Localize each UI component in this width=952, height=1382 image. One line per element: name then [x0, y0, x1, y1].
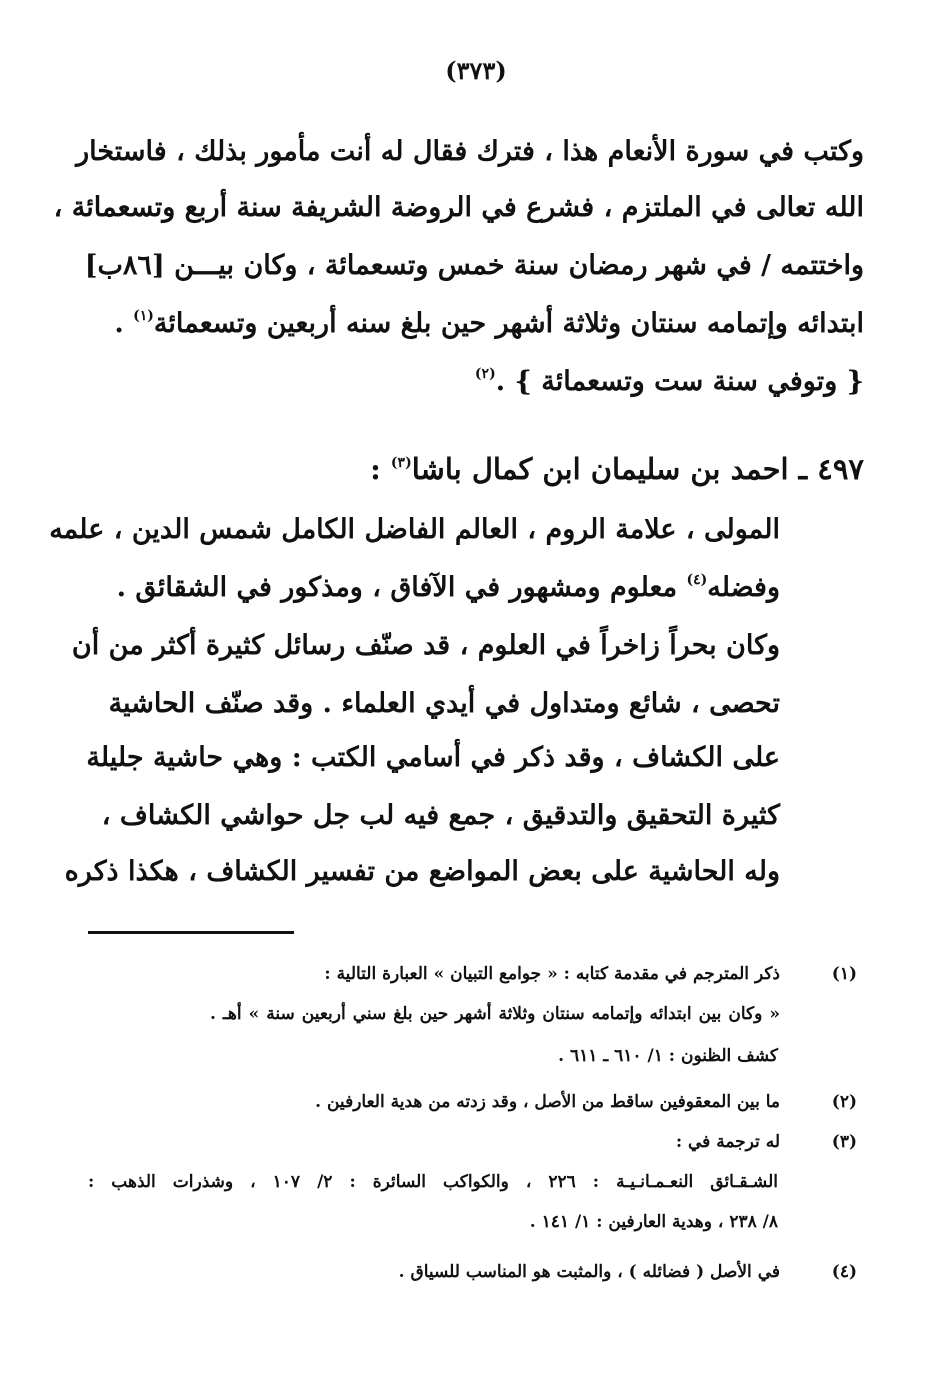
footnote-4-number: (٤)	[831, 1262, 857, 1282]
footnote-3-line-1: له ترجمة في :	[675, 1132, 780, 1152]
entry-heading-tail: :	[370, 452, 391, 486]
footnote-1-line-1: ذكر المترجم في مقدمة كتابه : « جوامع التبيان » العبارة التالية :	[324, 964, 780, 984]
entry-line-5: على الكشاف ، وقد ذكر في أسامي الكتب : وهي حاشية جليلة	[86, 742, 780, 773]
entry-line-1: المولى ، علامة الروم ، العالم الفاضل الكامل شمس الدين ، علمه	[49, 514, 780, 545]
footnote-ref-2: (٢)	[474, 366, 496, 382]
footnote-ref-3: (٣)	[390, 455, 412, 471]
footnote-1-line-3: كشف الظنون : ١/ ٦١٠ ـ ٦١١ .	[558, 1046, 778, 1066]
footnote-ref-1: (١)	[133, 308, 154, 324]
entry-line-7: وله الحاشية على بعض المواضع من تفسير الكشاف ، هكذا ذكره	[64, 856, 780, 887]
footnote-4-line-1: في الأصل ( فضائله ) ، والمثبت هو المناسب للسياق .	[398, 1262, 780, 1282]
body-line-4	[114, 308, 864, 339]
entry-line-4: تحصى ، شائع ومتداول في أيدي العلماء . وقد صنّف الحاشية	[108, 688, 780, 719]
footnote-1-line-2: « وكان بين ابتدائه وإتمامه سنتان وثلاثة أشهر حين بلغ سني أربعين سنة » أهـ .	[210, 1004, 780, 1024]
footnote-separator	[88, 931, 294, 934]
footnote-3-number: (٣)	[831, 1132, 857, 1152]
footnote-3-line-2: الشـقـائق النعـمـانـيـة : ٢٢٦ ، والكواكب السائرة : ٢/ ١٠٧ ، وشذرات الذهب :	[88, 1172, 778, 1192]
body-line-3: واختتمه / في شهر رمضان سنة خمس وتسعمائة ، وكان بيـــن [٨٦ب]	[84, 250, 864, 281]
footnote-3-line-3: ٨/ ٢٣٨ ، وهدية العارفين : ١/ ١٤١ .	[529, 1212, 778, 1232]
entry-line-2-rest: معلوم ومشهور في الآفاق ، ومذكور في الشقائق .	[116, 572, 687, 603]
footnote-1-number: (١)	[831, 964, 857, 984]
entry-line-2-text: وفضله	[707, 572, 780, 603]
body-line-1: وكتب في سورة الأنعام هذا ، فترك فقال له أنت مأمور بذلك ، فاستخار	[76, 136, 864, 167]
page-number: (٣٧٣)	[445, 56, 507, 85]
body-line-4-text: ابتدائه وإتمامه سنتان وثلاثة أشهر حين بلغ سنه أربعين وتسعمائة	[153, 308, 864, 339]
footnote-2-line-1: ما بين المعقوفين ساقط من الأصل ، وقد زدته من هدية العارفين .	[315, 1092, 780, 1112]
footnote-2-number: (٢)	[831, 1092, 857, 1112]
body-line-5	[134, 366, 864, 397]
entry-line-3: وكان بحراً زاخراً في العلوم ، قد صنّف رسائل كثيرة أكثر من أن	[71, 630, 780, 661]
body-line-2: الله تعالى في الملتزم ، فشرع في الروضة الشريفة سنة أربع وتسعمائة ،	[53, 192, 864, 223]
entry-line-6: كثيرة التحقيق والتدقيق ، جمع فيه لب جل حواشي الكشاف ،	[101, 800, 780, 831]
entry-heading-text: ٤٩٧ ـ احمد بن سليمان ابن كمال باشا	[411, 452, 864, 486]
body-line-5-text: { وتوفي سنة ست وتسعمائة } .	[495, 366, 864, 397]
body-line-4-tail: .	[114, 308, 134, 339]
footnote-ref-4: (٤)	[686, 572, 708, 588]
entry-heading	[134, 452, 864, 486]
entry-line-2	[116, 572, 780, 603]
